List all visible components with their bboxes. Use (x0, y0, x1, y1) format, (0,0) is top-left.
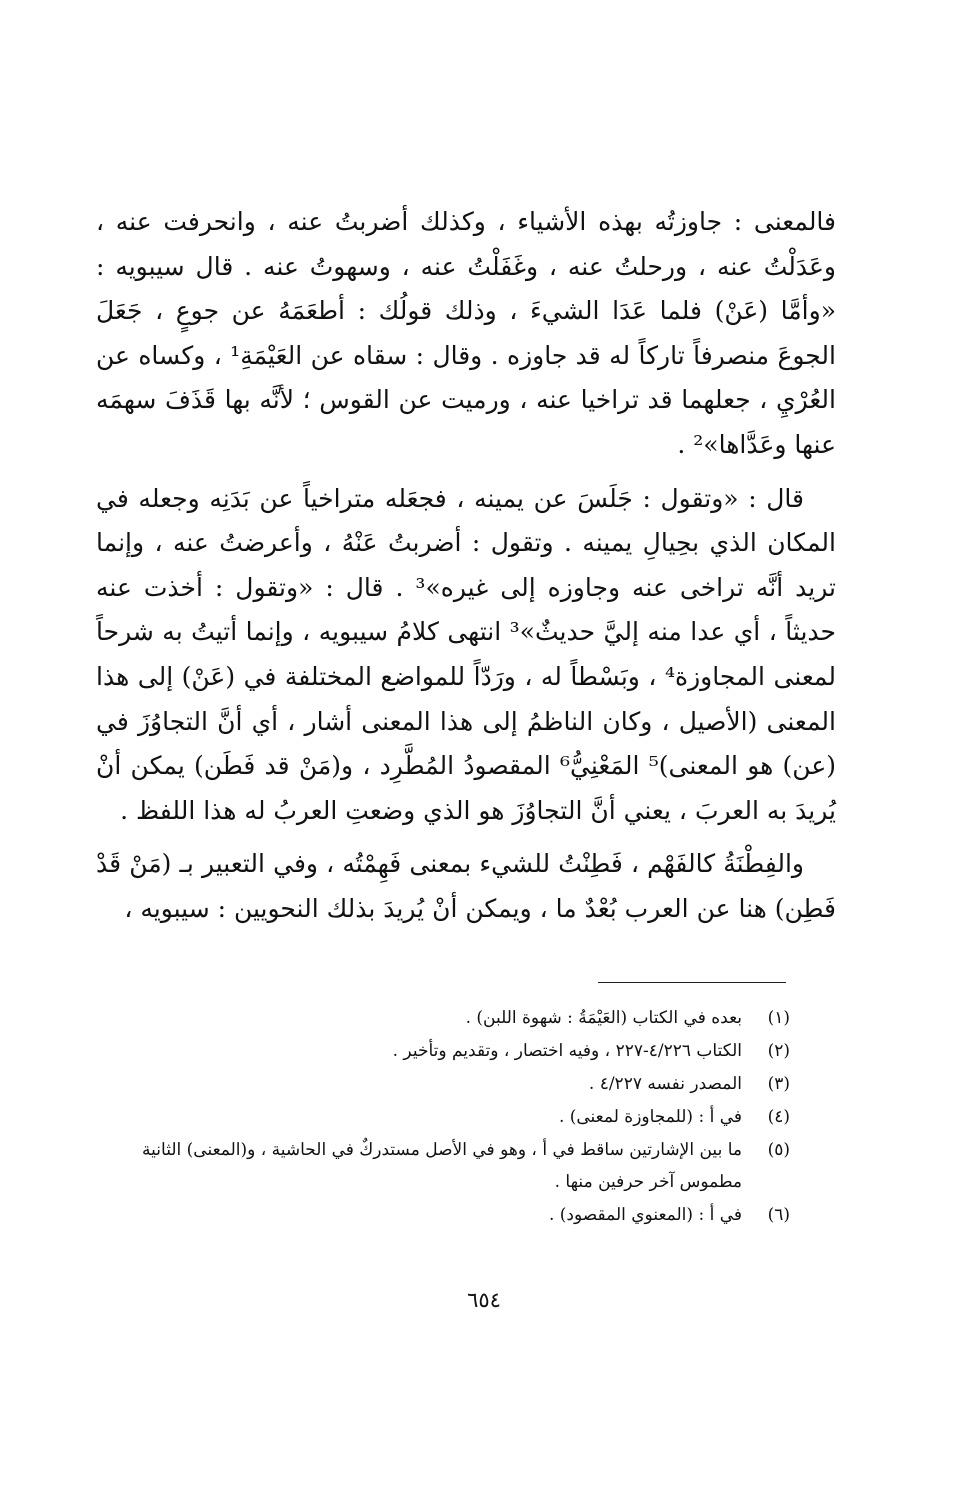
footnote-number: (٤) (767, 1107, 790, 1127)
footnote-number: (٦) (767, 1205, 790, 1225)
footnote-number: (٢) (767, 1041, 790, 1061)
footnote-number: (١) (767, 1008, 790, 1028)
footnote (108, 1101, 790, 1133)
footnote-text: في أ : (المعنوي المقصود) . (548, 1205, 742, 1225)
main-text (96, 200, 836, 932)
footnote (108, 1134, 790, 1198)
footnote-number: (٥) (767, 1140, 790, 1160)
footnote (108, 1002, 790, 1034)
footnote-text: بعده في الكتاب (العَيْمَةُ : شهوة اللبن) . (465, 1008, 742, 1028)
footnote (108, 1068, 790, 1100)
footnote-separator (598, 982, 786, 983)
footnote-text: ما بين الإشارتين ساقط في أ ، وهو في الأصل مستدركٌ في الحاشية ، و(المعنى) الثانية مطموس آخر حرفين منها . (142, 1140, 742, 1192)
paragraph: فالمعنى : جاوزتُه بهذه الأشياء ، وكذلك أضربتُ عنه ، وانحرفت عنه ، وعَدَلْتُ عنه ، ورحلتُ عنه ، وغَفَلْتُ عنه ، وسهوتُ عنه . قال سيبويه : «وأمَّا (عَنْ) فلما عَدَا الشيءَ ، وذلك قولُك : أطعَمَهُ عن جوعٍ ، جَعَلَ الجوعَ منصرفاً تاركاً له قد جاوزه . وقال : سقاه عن العَيْمَةِ¹ ، وكساه عن العُرْيِ ، جعلهما قد تراخيا عنه ، ورميت عن القوس ؛ لأنَّه بها قَذَفَ سهمَه عنها وعَدَّاها»² . (96, 207, 836, 459)
footnotes (108, 1002, 790, 1232)
paragraph: والفِطْنَةُ كالفَهْم ، فَطِنْتُ للشيء بمعنى فَهِمْتُه ، وفي التعبير بـ (مَنْ قَدْ فَطِن) هنا عن العرب بُعْدٌ ما ، ويمكن أنْ يُريدَ بذلك النحويين : سيبويه ، (96, 849, 836, 923)
page-number: ٦٥٤ (467, 1288, 501, 1312)
footnote-text: المصدر نفسه ٤/٢٢٧ . (588, 1074, 742, 1094)
footnote (108, 1199, 790, 1231)
footnote-text: الكتاب ٤/٢٢٦-٢٢٧ ، وفيه اختصار ، وتقديم وتأخير . (392, 1041, 742, 1061)
footnote (108, 1035, 790, 1067)
footnote-text: في أ : (للمجاوزة لمعنى) . (558, 1107, 742, 1127)
footnote-number: (٣) (767, 1074, 790, 1094)
paragraph: قال : «وتقول : جَلَسَ عن يمينه ، فجعَله متراخياً عن بَدَنِه وجعله في المكان الذي بحِيالِ يمينه . وتقول : أضربتُ عَنْهُ ، وأعرضتُ عنه ، وإنما تريد أنَّه تراخى عنه وجاوزه إلى غيره»³ . قال : «وتقول : أخذت عنه حديثاً ، أي عدا منه إليَّ حديثٌ»³ انتهى كلامُ سيبويه ، وإنما أتيتُ به شرحاً لمعنى المجاوزة⁴ ، وبَسْطاً له ، ورَدّاً للمواضع المختلفة في (عَنْ) إلى هذا المعنى (الأصيل ، وكان الناظمُ إلى هذا المعنى أشار ، أي أنَّ التجاوُزَ في (عن) هو المعنى)⁵ المَعْنِيُّ⁶ المقصودُ المُطَّرِد ، و(مَنْ قد فَطَن) يمكن أنْ يُريدَ به العربَ ، يعني أنَّ التجاوُزَ هو الذي وضعتِ العربُ له هذا اللفظ . (96, 483, 837, 825)
